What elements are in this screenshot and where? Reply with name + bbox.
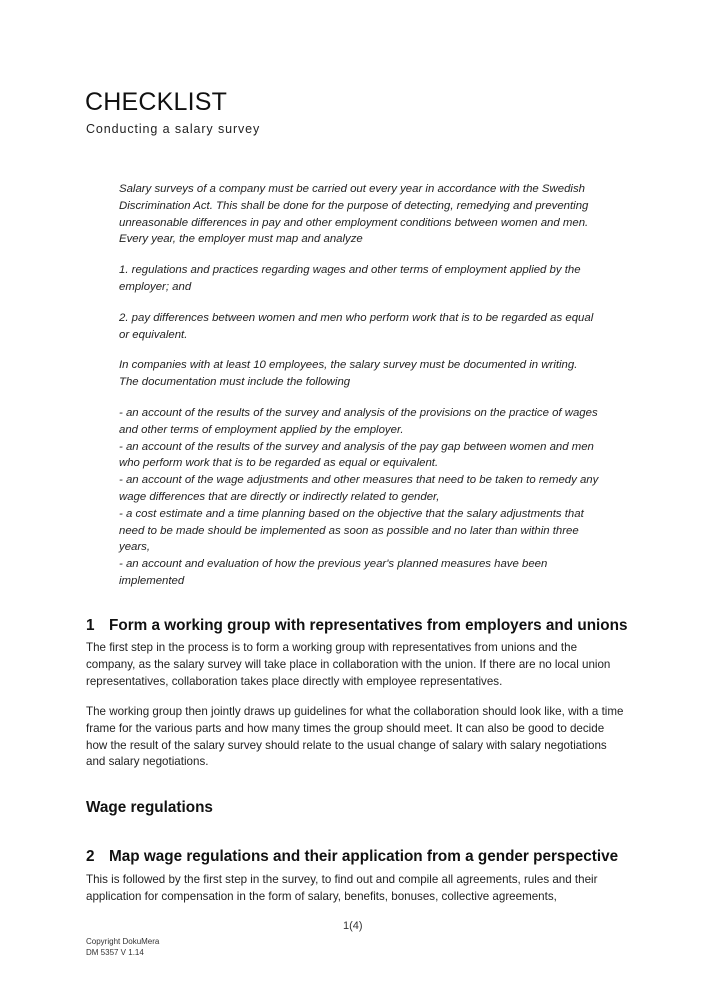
footer bbox=[86, 937, 159, 958]
requirement-bullet: - an account of the results of the survey and analysis of the provisions on the practice of wages and other terms of employment applied by the employer. bbox=[119, 406, 598, 436]
intro-paragraph: In companies with at least 10 employees, the salary survey must be documented in writing. The documentation must include the following bbox=[119, 359, 578, 389]
section-title: Form a working group with representatives from employers and unions bbox=[109, 617, 628, 634]
document-id: DM 5357 V 1.14 bbox=[86, 947, 144, 957]
section-paragraph: This is followed by the first step in the survey, to find out and compile all agreements, rules and their application for compensation in the form of salary, benefits, bonuses, collective agreements, bbox=[86, 873, 598, 903]
section-paragraph: The working group then jointly draws up guidelines for what the collaboration should look like, with a time frame for the various parts and how many times the group should meet. It can also be good to decide how the result of the salary survey should relate to the usual change of salary with salary negotiations and salary negotiations. bbox=[86, 705, 624, 769]
document-subtitle: Conducting a salary survey bbox=[86, 122, 261, 136]
requirement-bullet: - an account of the results of the survey and analysis of the pay gap between women and men who perform work that is to be regarded as equal or equivalent. bbox=[119, 440, 594, 470]
document-title: CHECKLIST bbox=[85, 88, 228, 116]
subheading: Wage regulations bbox=[86, 799, 213, 816]
section-paragraph: The first step in the process is to form a working group with representatives from unions and the company, as the salary survey will take place in collaboration with the union. If there are no local union representatives, collaboration takes place directly with employee representatives. bbox=[86, 641, 611, 688]
section-heading bbox=[86, 847, 618, 867]
section-heading bbox=[86, 616, 628, 636]
requirement-bullet: - a cost estimate and a time planning based on the objective that the salary adjustments that need to be made should be implemented as soon as possible and no later than within three years, bbox=[119, 507, 584, 554]
requirement-bullet: - an account of the wage adjustments and other measures that need to be taken to remedy any wage differences that are directly or indirectly related to gender, bbox=[119, 474, 599, 503]
copyright-text: Copyright DokuMera bbox=[86, 937, 160, 946]
requirement-bullet: - an account and evaluation of how the previous year's planned measures have been implemented bbox=[119, 558, 548, 587]
section-title: Map wage regulations and their application from a gender perspective bbox=[109, 848, 619, 865]
page-number: 1(4) bbox=[343, 920, 363, 932]
intro-block bbox=[119, 181, 599, 590]
intro-paragraph: Salary surveys of a company must be carried out every year in accordance with the Swedish Discrimination Act. This shall be done for the purpose of detecting, remedying and preventing unreasonable differences in pay and other employment conditions between women and men. Every year, the employer must map and analyze bbox=[119, 183, 589, 246]
intro-list-item: 1. regulations and practices regarding wages and other terms of employment applied by the employer; and bbox=[119, 264, 581, 293]
intro-list-item: 2. pay differences between women and men who perform work that is to be regarded as equal or equivalent. bbox=[119, 311, 594, 341]
section-number: 1 bbox=[86, 617, 95, 634]
section-number: 2 bbox=[86, 848, 95, 865]
